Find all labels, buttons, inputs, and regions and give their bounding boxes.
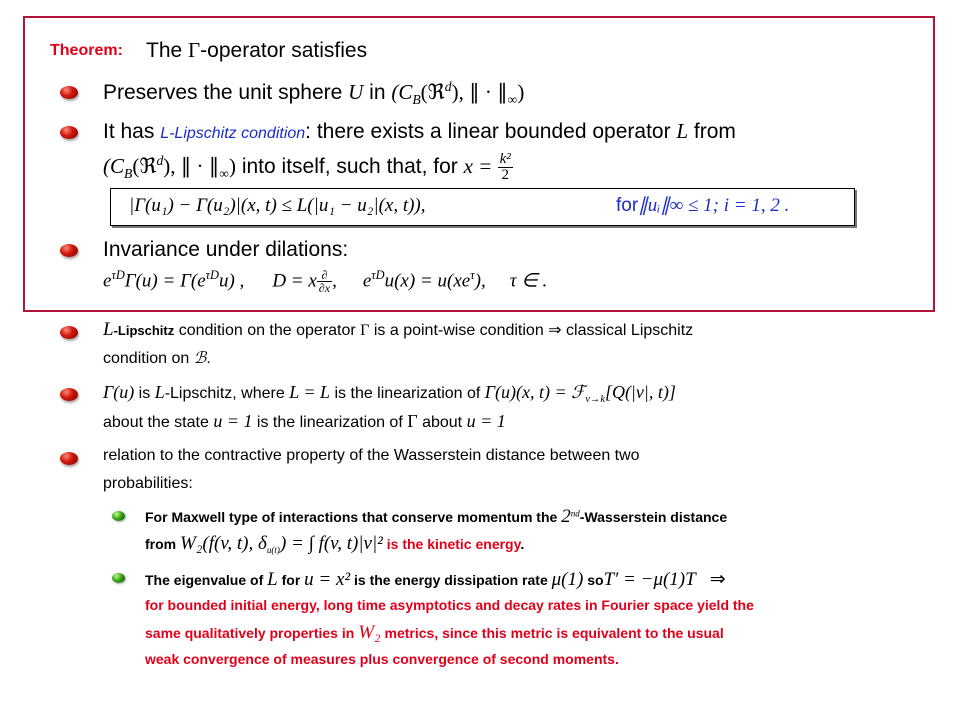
item1-inf: ∞ bbox=[507, 92, 518, 108]
red-bullet-icon bbox=[60, 244, 78, 257]
dil-b: Γ(u) = Γ(e bbox=[124, 270, 206, 292]
fraction-k2-over-2 bbox=[498, 152, 513, 183]
item-lipschitz-line2 bbox=[103, 152, 513, 183]
item-invariance-dilations: Invariance under dilations: bbox=[103, 238, 349, 261]
dil-a: e bbox=[103, 270, 112, 292]
sub1-dot: . bbox=[520, 536, 525, 552]
red-bullet-icon bbox=[60, 452, 78, 465]
sub1-two: 2 bbox=[561, 506, 571, 527]
item4-L: L bbox=[103, 319, 114, 340]
implies-arrow: ⇒ bbox=[709, 569, 726, 590]
implies-arrow: ⇒ bbox=[548, 322, 562, 339]
item1-in: in bbox=[363, 81, 392, 104]
red-bullet-icon bbox=[60, 388, 78, 401]
theorem-text-post: -operator satisfies bbox=[200, 39, 368, 62]
sub1-expr-tail: ) = ∫ f(v, t)|v|² bbox=[279, 533, 383, 554]
item2-post: : there exists a linear bounded operator bbox=[305, 120, 677, 143]
item5-expr-tail: [Q(|v|, t)] bbox=[604, 382, 676, 402]
equation-left: |Γ(u₁) − Γ(u₂)|(x, t) ≤ L(|u₁ − u₂|(x, t)), bbox=[129, 195, 426, 216]
dil-e-sup: τD bbox=[371, 268, 385, 282]
item2-from: from bbox=[688, 120, 736, 143]
item1-space2: (ℜ bbox=[420, 80, 445, 104]
sub1-expr-sub: u(t) bbox=[266, 544, 280, 555]
sub1-nd: nd bbox=[570, 508, 580, 519]
item5-expr: Γ(u)(x, t) = ℱ bbox=[484, 382, 586, 402]
item5-line2c: about bbox=[417, 414, 467, 431]
item1-sub: B bbox=[412, 92, 421, 108]
item1-space3: ), ∥ · ∥ bbox=[451, 80, 508, 104]
green-bullet-icon bbox=[112, 511, 125, 521]
item5-is: is bbox=[134, 385, 155, 402]
frac-den: 2 bbox=[501, 167, 509, 183]
item1-space: (C bbox=[391, 80, 413, 104]
item-lipschitz-line1 bbox=[103, 119, 736, 144]
theorem-statement bbox=[146, 38, 367, 63]
partial-num: ∂ bbox=[317, 269, 332, 282]
dil-g: ), bbox=[474, 270, 486, 292]
item4-text2: is a point-wise condition bbox=[369, 322, 549, 339]
sub1-text2: -Wasserstein distance bbox=[579, 509, 728, 525]
item-preserves-unit-sphere bbox=[103, 79, 524, 108]
theorem-text-pre: The bbox=[146, 39, 189, 62]
dil-f: u(x) = u(xe bbox=[384, 270, 471, 292]
dil-c: u) , bbox=[218, 270, 245, 292]
dil-b-sup: τD bbox=[205, 268, 219, 282]
lipschitz-equation-box bbox=[110, 188, 855, 226]
item-pointwise-condition bbox=[103, 319, 693, 341]
equation-for: for bbox=[616, 195, 639, 216]
item5-text1: -Lipschitz, where bbox=[164, 385, 290, 402]
item5-L: L bbox=[154, 382, 165, 402]
dil-f-sup: τ bbox=[470, 268, 475, 282]
sub2-mu: μ(1) bbox=[551, 569, 584, 590]
item4-dot: . bbox=[206, 350, 211, 367]
item5-expr-sub: v→k bbox=[585, 394, 605, 406]
sub2-ux: u = x² bbox=[304, 569, 351, 590]
red-bullet-icon bbox=[60, 86, 78, 99]
dil-d-tail: , bbox=[332, 270, 337, 292]
item-wasserstein-line1: relation to the contractive property of the Wasserstein distance between two bbox=[103, 447, 640, 464]
item4-gamma: Γ bbox=[360, 322, 370, 339]
item1-sup: d bbox=[444, 79, 452, 94]
sub-maxwell-line1 bbox=[145, 506, 727, 528]
sub2-so: so bbox=[583, 572, 604, 588]
sub2-W2: W₂ bbox=[358, 622, 381, 643]
item2-line2-sup: d bbox=[156, 153, 164, 169]
item5-gamma: Γ bbox=[407, 411, 418, 431]
item4-lipschitz: -Lipschitz bbox=[113, 323, 175, 338]
dilation-equation bbox=[103, 268, 547, 294]
item4-text1: condition on the operator bbox=[174, 322, 361, 339]
item1-var: U bbox=[348, 80, 364, 104]
item5-u1: u = 1 bbox=[213, 411, 253, 431]
item2-line2-sub: B bbox=[124, 166, 133, 182]
sub-eigenvalue-line1 bbox=[145, 568, 726, 591]
item2-line2-space: (C bbox=[103, 154, 124, 179]
item5-u1b: u = 1 bbox=[466, 411, 506, 431]
partial-den: ∂x bbox=[318, 281, 331, 296]
sub2-text3: is the energy dissipation rate bbox=[350, 572, 552, 588]
item2-pre: It has bbox=[103, 120, 161, 143]
sub2-L: L bbox=[267, 569, 278, 590]
sub2-text1: The eigenvalue of bbox=[145, 572, 268, 588]
item1-text: Preserves the unit sphere bbox=[103, 81, 349, 104]
item2-line2-space3: ), ∥ · ∥ bbox=[163, 154, 220, 179]
item1-close: ) bbox=[517, 80, 525, 104]
sub-eigenvalue-red2 bbox=[145, 622, 724, 644]
theorem-label: Theorem: bbox=[50, 42, 123, 59]
item2-line2-close: ) bbox=[229, 154, 236, 179]
sub2-red2b: metrics, since this metric is equivalent to the usual bbox=[380, 625, 724, 641]
red-bullet-icon bbox=[60, 126, 78, 139]
green-bullet-icon bbox=[112, 573, 125, 583]
dil-d: D = x bbox=[272, 270, 317, 292]
sub-maxwell-line2 bbox=[145, 533, 524, 555]
item-pointwise-line2 bbox=[103, 348, 211, 368]
item2-line2-space2: (ℜ bbox=[132, 154, 157, 179]
frac-num: k² bbox=[499, 151, 511, 167]
sub2-red2a: same qualitatively properties in bbox=[145, 625, 359, 641]
sub1-text1: For Maxwell type of interactions that conserve momentum the bbox=[145, 509, 562, 525]
item5-text2: is the linearization of bbox=[330, 385, 485, 402]
sub1-expr: W₂(f(v, t), δ bbox=[180, 533, 267, 554]
dil-a-sup: τD bbox=[111, 268, 125, 282]
gamma-symbol: Γ bbox=[188, 38, 201, 62]
sub1-from: from bbox=[145, 536, 180, 552]
item4-line2: condition on bbox=[103, 350, 194, 367]
dil-e: e bbox=[362, 270, 372, 292]
sub-eigenvalue-red1: for bounded initial energy, long time asymptotics and decay rates in Fourier space yield the bbox=[145, 597, 754, 613]
item5-gamma-u: Γ(u) bbox=[103, 382, 135, 402]
item-gamma-lipschitz bbox=[103, 382, 676, 405]
item-wasserstein-line2: probabilities: bbox=[103, 475, 193, 492]
lipschitz-highlight: L-Lipschitz condition bbox=[160, 125, 306, 142]
item2-L: L bbox=[676, 119, 689, 143]
item4-text3: classical Lipschitz bbox=[561, 322, 694, 339]
partial-fraction bbox=[317, 269, 332, 294]
dil-h: τ ∈ . bbox=[509, 270, 548, 292]
item2-x-eq: x = bbox=[463, 154, 498, 179]
equation-right-expr: ∥uᵢ∥∞ ≤ 1; i = 1, 2 . bbox=[638, 195, 790, 216]
item5-L-eq: L = L bbox=[289, 382, 331, 402]
red-bullet-icon bbox=[60, 326, 78, 339]
kinetic-energy-text: is the kinetic energy bbox=[382, 536, 521, 552]
item2-line2-text: into itself, such that, for bbox=[236, 155, 464, 179]
sub-eigenvalue-red3: weak convergence of measures plus convergence of second moments. bbox=[145, 651, 619, 667]
sub2-text2: for bbox=[277, 572, 305, 588]
item-gamma-lipschitz-line2 bbox=[103, 411, 506, 432]
item4-B: ℬ bbox=[193, 350, 207, 367]
equation-right bbox=[616, 194, 789, 217]
item5-line2b: is the linearization of bbox=[252, 414, 408, 431]
item2-line2-inf: ∞ bbox=[219, 166, 229, 182]
sub2-T: T′ = −μ(1)T bbox=[603, 569, 696, 590]
item5-line2a: about the state bbox=[103, 414, 214, 431]
